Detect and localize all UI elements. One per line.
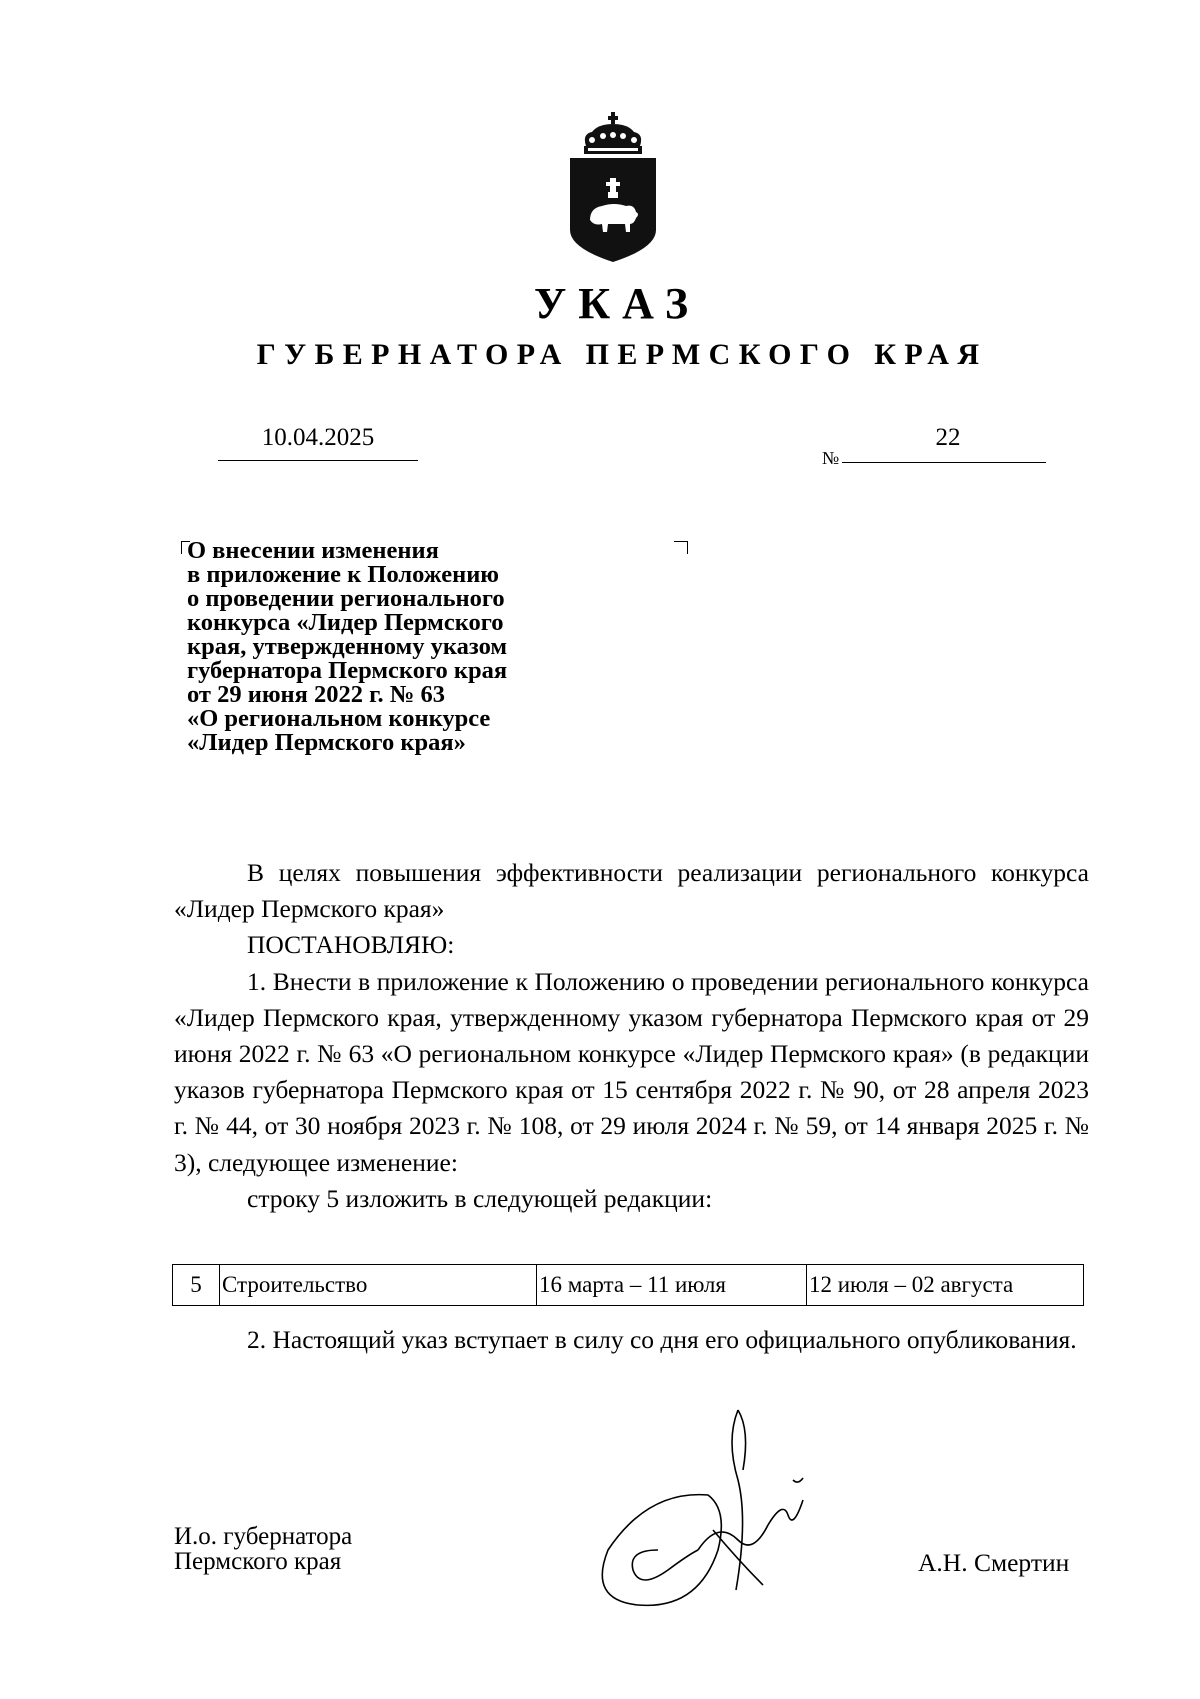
heading-line: «Лидер Пермского края» xyxy=(187,729,466,756)
document-body xyxy=(174,855,1089,1217)
number-sign: № xyxy=(822,448,840,468)
decree-word: ПОСТАНОВЛЯЮ: xyxy=(247,930,455,960)
document-subtitle: ГУБЕРНАТОРА ПЕРМСКОГО КРАЯ xyxy=(256,338,988,371)
document-body-continued xyxy=(174,1322,1089,1358)
heading-corner-right xyxy=(674,541,688,554)
heading-line: о проведении регионального xyxy=(187,585,505,612)
item-1-paragraph: 1. Внести в приложение к Положению о проведении регионального конкурса «Лидер Пермского края, утвержденному указом губернатора Пермского края от 29 июня 2022 г. № 63 «О региональном конкурсе «Лидер Пермского края» (в редакции указов губернатора Пермского края от 15 сентября 2022 г. № 90, от 28 апреля 2023 г. № 44, от 30 ноября 2023 г. № 108, от 29 июля 2024 г. № 59, от 14 января 2025 г. № 3), следующее изменение: xyxy=(174,966,1089,1177)
heading-line: конкурса «Лидер Пермского xyxy=(187,609,504,636)
date-underline xyxy=(218,460,418,461)
coat-of-arms-icon xyxy=(568,112,658,264)
position-line: Пермского края xyxy=(174,1548,342,1575)
handwritten-signature xyxy=(588,1400,828,1620)
heading-line: от 29 июня 2022 г. № 63 xyxy=(187,681,446,708)
row-name-cell: Строительство xyxy=(220,1265,537,1306)
heading-line: губернатора Пермского края xyxy=(187,657,508,684)
row-period2-cell: 12 июля – 02 августа xyxy=(807,1265,1084,1306)
document-date xyxy=(218,424,418,461)
heading-line: О внесении изменения xyxy=(187,537,439,564)
row-intro-paragraph: строку 5 изложить в следующей редакции: xyxy=(247,1183,713,1213)
signatory-position xyxy=(174,1524,352,1574)
row-period1-cell: 16 марта – 11 июля xyxy=(537,1265,807,1306)
signatory-name: А.Н. Смертин xyxy=(918,1548,1070,1577)
preamble-paragraph: В целях повышения эффективности реализации регионального конкурса «Лидер Пермского края» xyxy=(174,858,1089,924)
amendment-table xyxy=(172,1264,1084,1306)
row-number-cell: 5 xyxy=(173,1265,220,1306)
heading-line: «О региональном конкурсе xyxy=(187,705,491,732)
position-line: И.о. губернатора xyxy=(174,1523,353,1550)
table-row xyxy=(173,1265,1084,1306)
document-heading xyxy=(187,539,657,755)
heading-line: в приложение к Положению xyxy=(187,561,500,588)
date-value: 10.04.2025 xyxy=(261,424,375,451)
item-2-paragraph: 2. Настоящий указ вступает в силу со дня его официального опубликования. xyxy=(247,1325,1077,1354)
number-value: 22 xyxy=(935,424,961,451)
document-title: УКАЗ xyxy=(533,279,701,328)
heading-line: края, утвержденному указом xyxy=(187,633,508,660)
number-underline xyxy=(842,462,1046,463)
